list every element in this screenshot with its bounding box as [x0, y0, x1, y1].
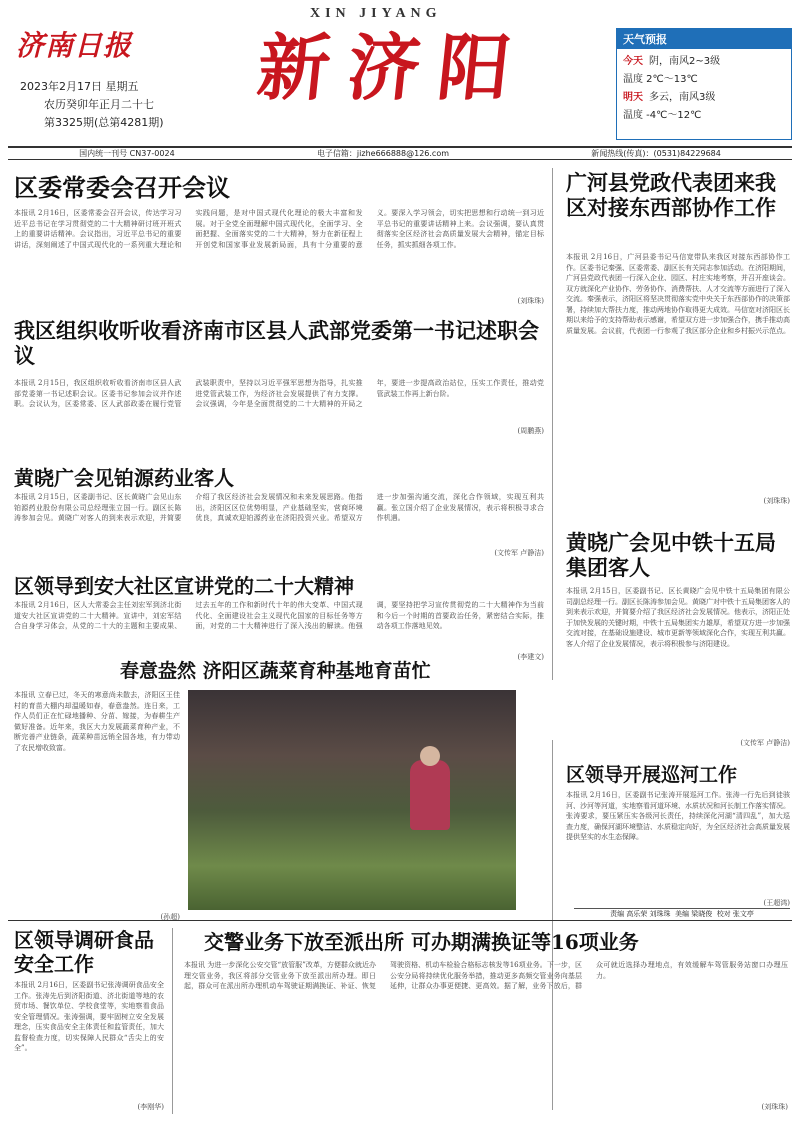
article-8-title: 区领导开展巡河工作	[566, 764, 738, 786]
weather-today: 今天 阴，南风2~3级	[623, 56, 721, 67]
seedling-photo	[188, 690, 516, 910]
weather-today-label: 今天	[623, 56, 643, 67]
weather-panel	[616, 28, 792, 140]
news-hotline: 新闻热线(传真)：(0531)84229684	[591, 149, 721, 158]
article-10-title: 交警业务下放至派出所 可办期满换证等16项业务	[204, 930, 639, 954]
contact-email: 电子信箱：jizhe666888@126.com	[316, 149, 450, 158]
article-9-title: 区领导调研食品安全工作	[14, 928, 154, 976]
section-rule	[8, 920, 792, 921]
article-2-title: 我区组织收听收看济南市区县人武部党委第一书记述职会议	[14, 318, 539, 369]
article-3-title: 黄晓广会见铂源药业客人	[14, 466, 234, 490]
issue-number: 第3325期(总第4281期)	[44, 116, 164, 129]
article-7-byline: (文传军 卢静洁)	[740, 739, 790, 747]
article-9-byline: (李刚华)	[137, 1103, 164, 1111]
article-2-byline: (周鹏燕)	[517, 427, 544, 435]
article-6-title: 广河县党政代表团来我区对接东西部协作工作	[566, 170, 776, 221]
article-3-body: 本报讯 2月15日，区委副书记、区长黄晓广会见山东铂源药业股份有限公司总经理张立国一行。副区长陈涛参加会见。黄晓广对客人的到来表示欢迎，并简要介绍了我区经济社会发展情况和未来发展思路。他指出，济阳区区位优势明显，产业基础坚实，营商环境优良，真诚欢迎铂源药业在济阳投资兴业。希望双方进一步加强沟通交流，深化合作领域，实现互利共赢。张立国介绍了企业发展情况，表示将积极寻求合作机遇。	[14, 493, 544, 522]
weather-today-temp: 温度 2℃～13℃	[623, 74, 698, 85]
article-10-body: 本报讯 为进一步深化公安交管“放管服”改革，方便群众就近办理交管业务，我区将部分交管业务下放至派出所办理。即日起，群众可在派出所办理机动车驾驶证期满换证、补证、恢复驾驶资格、机动车检验合格标志核发等16项业务。下一步，区公安分局将持续优化服务举措，推动更多高频交管业务向基层延伸，让群众办事更便捷、更高效。据了解，业务下放后，群众可就近选择办理地点，有效缓解车驾管服务站窗口办理压力。	[184, 961, 788, 990]
article-8-byline: (王超鸿)	[763, 899, 790, 907]
weather-tomorrow: 明天 多云，南风3级	[623, 92, 716, 103]
article-8-body: 本报讯 2月16日，区委副书记张涛开展巡河工作。张涛一行先后到徒骇河、沙河等河道，实地察看河道环境、水质状况和河长制工作落实情况。张涛要求，要压紧压实各级河长责任，持续深化河湖“清四乱”，加大巡查力度，确保河湖环境整洁、水质稳定向好，为全区经济社会高质量发展提供坚实的水生态保障。	[566, 791, 790, 841]
weather-tomorrow-label: 明天	[623, 92, 643, 103]
article-7-title: 黄晓广会见中铁十五局集团客人	[566, 530, 776, 581]
article-9-body: 本报讯 2月16日，区委副书记张涛调研食品安全工作。张涛先后到济阳街道、济北街道等地的农贸市场、餐饮单位、学校食堂等，实地察看食品安全管理情况。张涛强调，要牢固树立安全发展理念，压实食品安全主体责任和监管责任，加大监督检查力度，切实保障人民群众“舌尖上的安全”。	[14, 981, 164, 1052]
bottom-divider	[172, 928, 173, 1114]
article-1-body: 本报讯 2月16日，区委常委会召开会议，传达学习习近平总书记在学习贯彻党的二十大精神研讨班开班式上的重要讲话精神。会议指出，习近平总书记的重要讲话，深刻阐述了中国式现代化的一系列重大理论和实践问题，是对中国式现代化理论的极大丰富和发展。对于全党全面理解中国式现代化，全面学习、全面把握、全面落实党的二十大精神，努力在新征程上开创党和国家事业发展新局面，具有十分重要的意义。要深入学习领会，切实把思想和行动统一到习近平总书记的重要讲话精神上来。会议强调，要认真贯彻落实全区经济社会高质量发展大会精神，锚定目标任务，抓实抓细各项工作。	[14, 209, 544, 249]
article-2-body: 本报讯 2月15日，我区组织收听收看济南市区县人武部党委第一书记述职会议。区委书记参加会议并作述职。会议认为，区委常委、区人武部政委在履行党管武装职责中，坚持以习近平强军思想为指导，扎实推进党管武装工作，为经济社会发展提供了有力支撑。会议强调，今年是全面贯彻党的二十大精神的开局之年，要进一步提高政治站位，压实工作责任，推动党管武装工作再上新台阶。	[14, 379, 544, 408]
article-4-title: 区领导到安大社区宣讲党的二十大精神	[14, 574, 354, 598]
publication-code: 国内统一刊号 CN37-0024	[79, 149, 175, 158]
masthead-latin: XIN JIYANG	[310, 6, 442, 21]
article-4-byline: (李建文)	[517, 653, 544, 661]
column-divider	[552, 168, 553, 680]
article-5-title: 春意盎然 济阳区蔬菜育种基地育苗忙	[120, 660, 431, 682]
article-5-byline: (孙超)	[160, 913, 180, 921]
credits-strip: 责编 高乐荣 刘珠珠 美编 梁晓俊 校对 张文亭	[574, 908, 790, 920]
newspaper-brand: 济南日报	[16, 29, 133, 62]
article-3-byline: (文传军 卢静洁)	[494, 549, 544, 557]
worker-head	[420, 746, 440, 766]
article-1-byline: (刘珠珠)	[517, 297, 544, 305]
masthead-title: 新济阳	[253, 25, 533, 110]
info-bar	[8, 146, 792, 160]
issue-date: 2023年2月17日 星期五	[20, 80, 139, 93]
weather-label: 天气预报	[617, 29, 791, 49]
article-7-body: 本报讯 2月15日，区委副书记、区长黄晓广会见中铁十五局集团有限公司副总经理一行。副区长陈涛参加会见。黄晓广对中铁十五局集团客人的到来表示欢迎，并简要介绍了我区经济社会发展情况。他表示，济阳正处于加快发展的关键时期，中铁十五局集团实力雄厚，希望双方进一步加强交流对接，在基础设施建设、城市更新等领域深化合作，实现互利共赢。客人介绍了企业发展情况，表示将积极参与济阳建设。	[566, 587, 790, 648]
weather-tomorrow-temp: 温度 -4℃～12℃	[623, 110, 702, 121]
article-5-body: 本报讯 立春已过，冬天的寒意尚未散去，济阳区王佳村的育苗大棚内却温暖如春，春意盎然。连日来，工作人员们正在忙碌地播种、分苗、嫁接，为春耕生产做好准备。近年来，我区大力发展蔬菜育种产业，不断完善产业链条，蔬菜种苗远销全国各地，有力带动了农民增收致富。	[14, 691, 180, 752]
article-10-byline: (刘珠珠)	[761, 1103, 788, 1111]
article-4-body: 本报讯 2月16日，区人大常委会主任刘宏军到济北街道安大社区宣讲党的二十大精神。宣讲中，刘宏军结合自身学习体会，从党的二十大的主题和主要成果、过去五年的工作和新时代十年的伟大变革、中国式现代化、全面建设社会主义现代化国家的目标任务等方面，对党的二十大精神进行了深入浅出的解读。他强调，要坚持把学习宣传贯彻党的二十大精神作为当前和今后一个时期的首要政治任务，紧密结合实际，推动各项工作落地见效。	[14, 601, 544, 630]
article-6-byline: (刘珠珠)	[763, 497, 790, 505]
issue-lunar: 农历癸卯年正月二十七	[44, 98, 154, 111]
worker-figure	[410, 760, 450, 830]
article-6-body: 本报讯 2月16日，广河县委书记马信宽带队来我区对接东西部协作工作。区委书记秦强、区委常委、副区长有关同志参加活动。在济阳期间，广河县党政代表团一行深入企业、园区、村庄实地考察，并召开座谈会。双方就深化产业协作、劳务协作、消费帮扶、人才交流等方面进行了深入交流。秦强表示，济阳区将坚决贯彻落实党中央关于东西部协作的决策部署，持续加大帮扶力度，推动两地协作取得更大成效。马信宽对济阳区长期以来给予的支持帮助表示感谢，希望双方进一步加强合作，携手推动高质量发展。会议前，代表团一行参观了我区部分企业和乡村振兴示范点。	[566, 253, 790, 335]
article-1-title: 区委常委会召开会议	[14, 173, 230, 202]
